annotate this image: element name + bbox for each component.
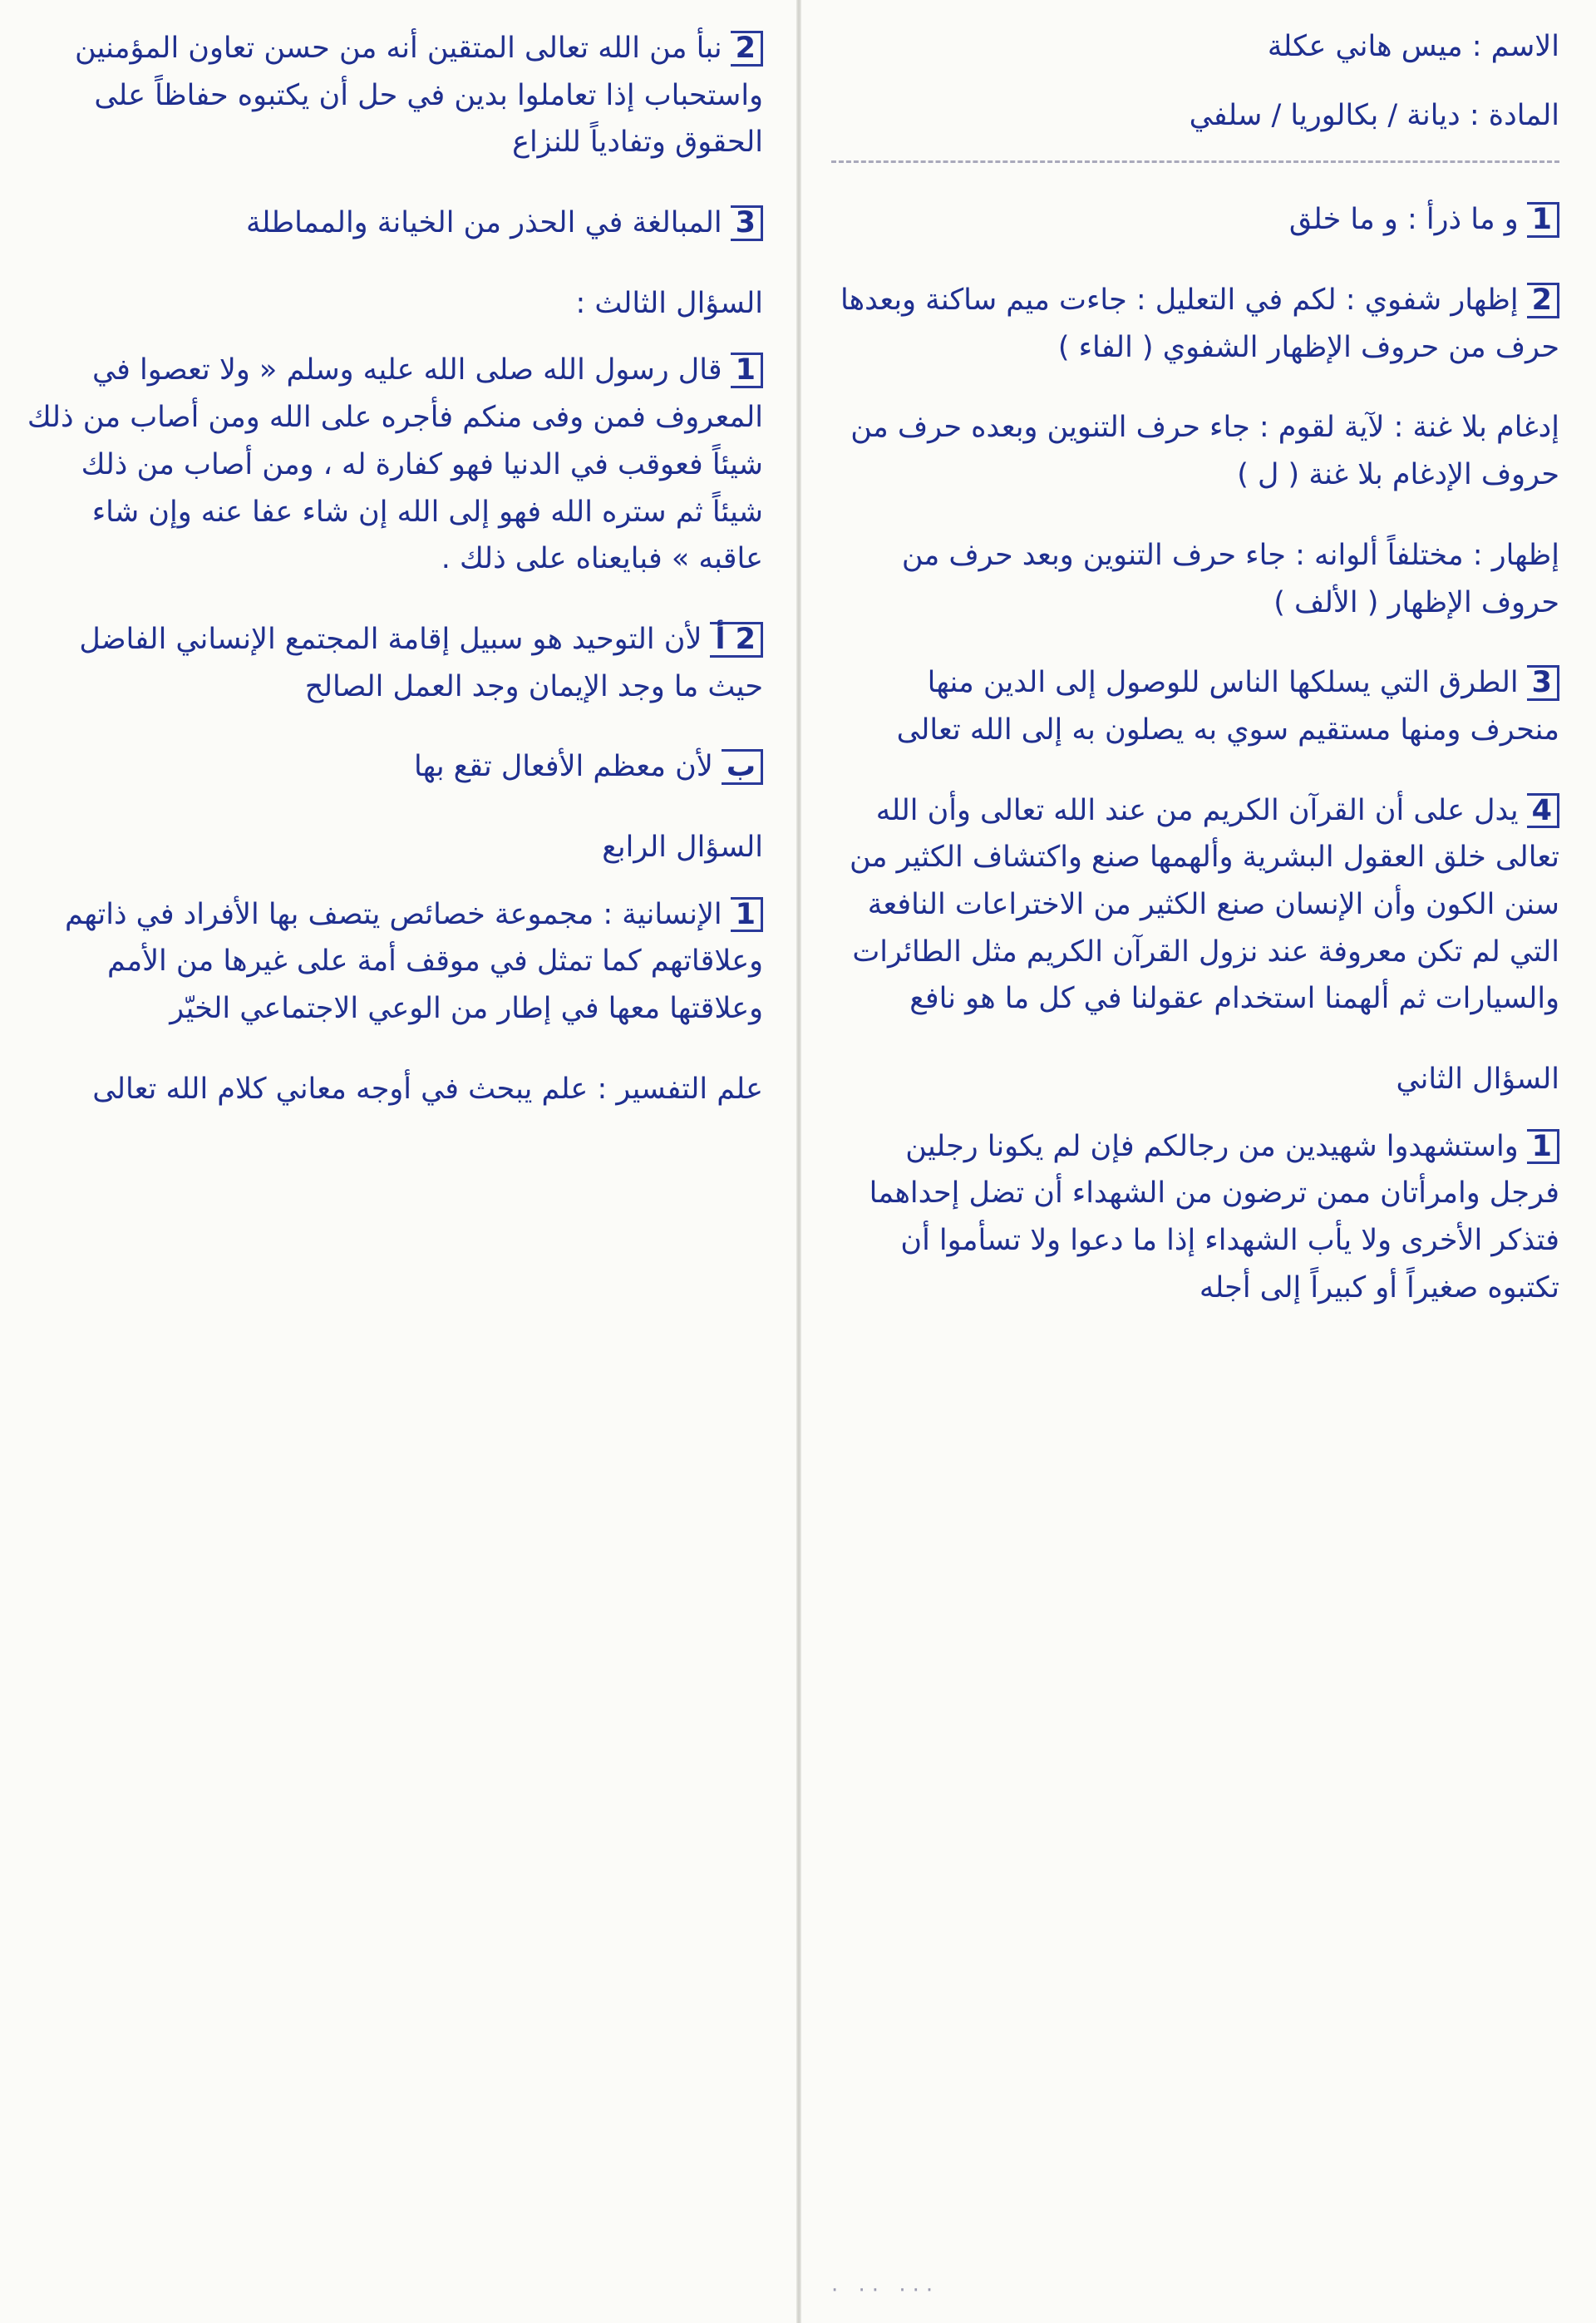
answer-2-idgham <box>831 404 1559 498</box>
question-number: 3 <box>731 205 763 241</box>
answer-text: المبالغة في الحذر من الخيانة والمماطلة <box>245 206 722 240</box>
answer-text: علم التفسير : علم يبحث في أوجه معاني كلام الله تعالى <box>92 1072 763 1106</box>
question-number: 1 <box>1527 202 1559 238</box>
answer-q3-1 <box>25 347 763 582</box>
section-title-q3: السؤال الثالث : <box>575 286 763 320</box>
answer-text: إظهار شفوي : لكم في التعليل : جاءت ميم ساكنة وبعدها حرف من حروف الإظهار الشفوي ( الفاء ) <box>840 284 1559 364</box>
student-name-line: الاسم : ميس هاني عكلة <box>1267 30 1559 63</box>
question-number: 2 <box>1527 283 1559 318</box>
question-number: 2 <box>731 31 763 67</box>
answer-text: واستشهدوا شهيدين من رجالكم فإن لم يكونا رجلين فرجل وامرأتان ممن ترضون من الشهداء أن تضل إحداهما فتذكر الأخرى ولا يأب الشهداء إذا ما دعوا ولا تسأموا أن تكتبوه صغيراً أو كبيراً إلى أجله <box>869 1129 1559 1305</box>
header-separator <box>831 160 1559 163</box>
question-number: 1 <box>731 897 763 933</box>
question-number: 1 <box>1527 1129 1559 1165</box>
faint-scribble: ··· ·· · <box>831 2278 940 2303</box>
question-number: 4 <box>1527 793 1559 829</box>
fold-divider <box>796 0 801 2323</box>
answer-text: لأن معظم الأفعال تقع بها <box>414 750 713 784</box>
question-number: 1 <box>731 353 763 388</box>
answer-text: يدل على أن القرآن الكريم من عند الله تعالى وأن الله تعالى خلق العقول البشرية وألهمها صنع واكتشاف الكثير من سنن الكون وأن الإنسان صنع الكثير من الاختراعات النافعة التي لم تكن معروفة عند نزول القرآن الكريم مثل الطائرات والسيارات ثم ألهمنا استخدام عقولنا في كل ما هو نافع <box>850 793 1559 1016</box>
subject-line: المادة : ديانة / بكالوريا / سلفي <box>1189 98 1559 132</box>
answer-q2-3 <box>25 200 763 247</box>
right-column <box>823 0 1579 2323</box>
answer-q3-2a <box>25 616 763 710</box>
answer-q2-1 <box>831 1123 1559 1312</box>
answer-text: إظهار : مختلفاً ألوانه : جاء حرف التنوين وبعد حرف من حروف الإظهار ( الألف ) <box>901 538 1559 619</box>
question-number: ب <box>722 749 763 785</box>
answer-1 <box>831 196 1559 244</box>
question-number: 3 <box>1527 665 1559 701</box>
answer-text: نبأ من الله تعالى المتقين أنه من حسن تعاون المؤمنين واستحباب إذا تعاملوا بدين في حل أن يكتبوه حفاظاً على الحقوق وتفادياً للنزاع <box>74 32 763 160</box>
answer-text: الإنسانية : مجموعة خصائص يتصف بها الأفراد في ذاتهم وعلاقاتهم كما تمثل في موقف أمة على غيرها من الأمم وعلاقتها معها في إطار من الوعي الاجتماعي الخيّر <box>65 897 763 1025</box>
answer-text: لأن التوحيد هو سبيل إقامة المجتمع الإنساني الفاضل حيث ما وجد الإيمان وجد العمل الصالح <box>79 622 763 703</box>
answer-text: و ما ذرأ : و ما خلق <box>1288 203 1519 237</box>
answer-text: قال رسول الله صلى الله عليه وسلم « ولا تعصوا في المعروف فمن وفى منكم فأجره على الله ومن أصاب من ذلك شيئاً فعوقب في الدنيا فهو كفارة له ، ومن أصاب من ذلك شيئاً ثم ستره الله فهو إلى الله إن شاء عفا عنه وإن شاء عاقبه » فبايعناه على ذلك . <box>27 353 763 576</box>
answer-q3-2b <box>25 743 763 791</box>
question-number: 2 أ <box>710 622 763 658</box>
answer-q2-2 <box>25 25 763 166</box>
answer-2-izhar <box>831 532 1559 626</box>
section-title-q2: السؤال الثاني <box>1396 1063 1559 1096</box>
answer-q4-1 <box>25 891 763 1033</box>
answer-2-shafawi <box>831 277 1559 371</box>
left-column <box>17 0 785 2323</box>
answer-4 <box>831 787 1559 1023</box>
answer-q4-tafsir <box>25 1066 763 1113</box>
section-title-q4: السؤال الرابع <box>602 830 763 864</box>
answer-3 <box>831 659 1559 753</box>
answer-text: الطرق التي يسلكها الناس للوصول إلى الدين منها منحرف ومنها مستقيم سوي به يصلون به إلى الله تعالى <box>896 666 1559 747</box>
answer-text: إدغام بلا غنة : لآية لقوم : جاء حرف التنوين وبعده حرف من حروف الإدغام بلا غنة ( ل ) <box>850 411 1559 492</box>
